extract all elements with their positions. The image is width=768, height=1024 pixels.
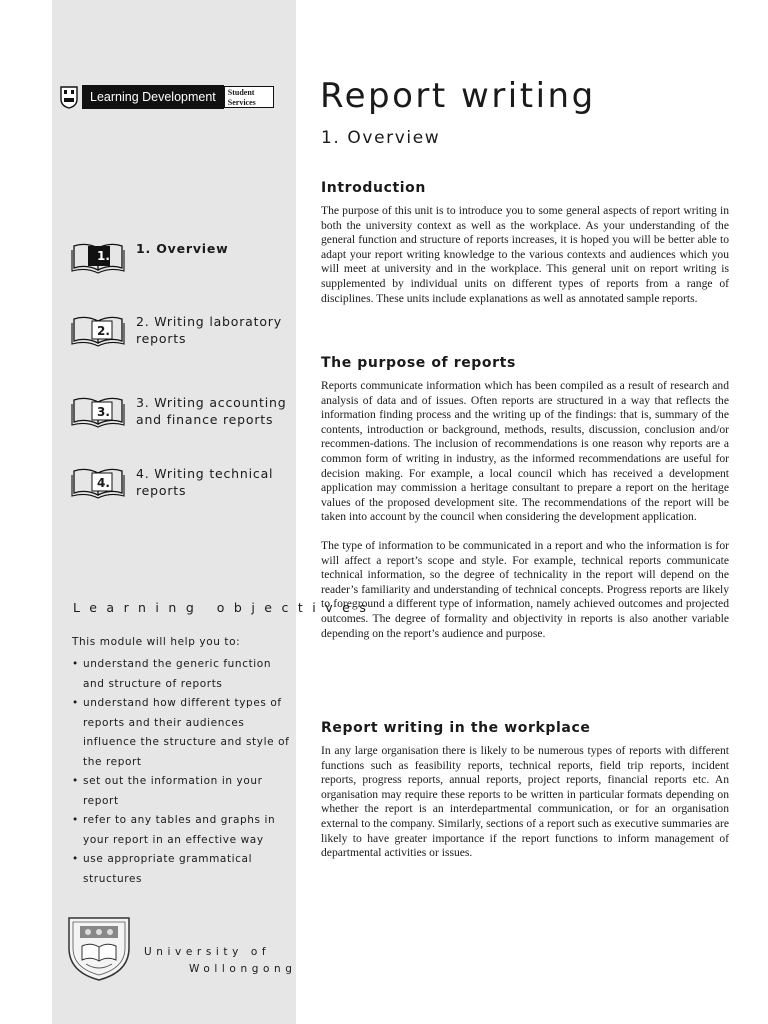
logo-side-text — [224, 86, 274, 108]
section-paragraph: The purpose of this unit is to introduce you to some general aspects of report writing in both the university context as well as the workplace. As your understanding of the general function and structure of reports increases, it is hoped you will be better able to adapt your report writing knowledge to the various contexts and audiences which you will meet at university and in the workplace. This general unit on report writing is supplemented by individual units on different types of reports from a range of disciplines. These units include explanations as well as annotated sample reports. — [321, 204, 729, 305]
module-number: 1. — [97, 249, 110, 263]
section-heading: Report writing in the workplace — [321, 720, 591, 736]
section-paragraph: The type of information to be communicated in a report and who the information is for will affect a report’s scope and style. For example, technical reports communicate technical information, so the degree of technicality in the report will depend on the reader’s familiarity and understanding of technical concepts. Progress reports are likely to foreground a different type of information, namely achieved outcomes and projected outcomes. The degree of formality and objectivity in reports is also another variable depending on the report’s audience and purpose. — [321, 538, 729, 640]
module-label: 4. Writing technical reports — [136, 466, 274, 498]
university-crest-icon — [66, 914, 132, 982]
logo-main-text: Learning Development — [82, 85, 224, 109]
section-paragraph: In any large organisation there is likely to be numerous types of reports with different functions such as feasibility reports, technical reports, field trip reports, incident reports, progress reports, annual reports, project reports, financial reports etc. An organisation may require these reports to be written in particular formats depending on whether the report is an interdepartmental communication, or for an organisation external to the company. Similarly, sections of a report such as executive summaries are likely to have greater importance if the report functions to inform management of departmental activities or issues. — [321, 744, 729, 860]
crest-icon — [60, 85, 78, 109]
learning-development-logo — [60, 84, 274, 110]
learning-objectives-list — [72, 655, 292, 889]
university-line2: Wollongong — [189, 963, 297, 975]
module-number: 3. — [97, 405, 110, 419]
module-item-2[interactable] — [70, 313, 290, 363]
module-label: 2. Writing laboratory reports — [136, 314, 282, 346]
list-item: • use appropriate grammatical structures — [72, 850, 292, 889]
section-purpose — [321, 355, 729, 641]
section-workplace — [321, 720, 729, 861]
university-name — [144, 944, 297, 978]
module-label: 3. Writing accounting and finance reports — [136, 395, 287, 427]
section-paragraph: Reports communicate information which has been compiled as a result of research and analysis of data and of issues. Often reports are structured in a way that reflects the information finding process and the writing up of the findings: that is, summary of the contents, introduction or background, methods, results, discussion, conclusion and/or recommen-dations. The inclusion of recommendations is one reason why reports are a common form of writing in industry, as the informed recommendations are useful for decision making. For example, a local council which has received a development application may commission a heritage consultant to prepare a report on the heritage values of the proposed development site. The recommendations of the report will be taken into account by the council when considering the development application. — [321, 379, 729, 524]
list-item: • understand how different types of reports and their audiences influence the structure and style of the report — [72, 694, 292, 772]
learning-objectives-intro: This module will help you to: — [72, 636, 241, 648]
logo-side-line2: Services — [227, 98, 256, 107]
module-item-4[interactable] — [70, 465, 290, 515]
page-title: Report writing — [320, 76, 596, 116]
section-heading: The purpose of reports — [321, 355, 516, 371]
list-item: • understand the generic function and structure of reports — [72, 655, 292, 694]
learning-objectives-title: Learning objectives — [73, 600, 376, 615]
section-heading: Introduction — [321, 180, 426, 196]
module-label: 1. Overview — [136, 241, 229, 256]
section-introduction — [321, 180, 729, 306]
university-line1: University of — [144, 946, 271, 958]
module-item-3[interactable] — [70, 394, 290, 444]
module-number: 4. — [97, 476, 110, 490]
list-item: • set out the information in your report — [72, 772, 292, 811]
logo-side-line1: Student — [227, 88, 255, 97]
page-subtitle: 1. Overview — [321, 128, 441, 148]
module-number: 2. — [97, 324, 110, 338]
list-item: • refer to any tables and graphs in your report in an effective way — [72, 811, 292, 850]
module-item-1[interactable] — [70, 240, 290, 290]
